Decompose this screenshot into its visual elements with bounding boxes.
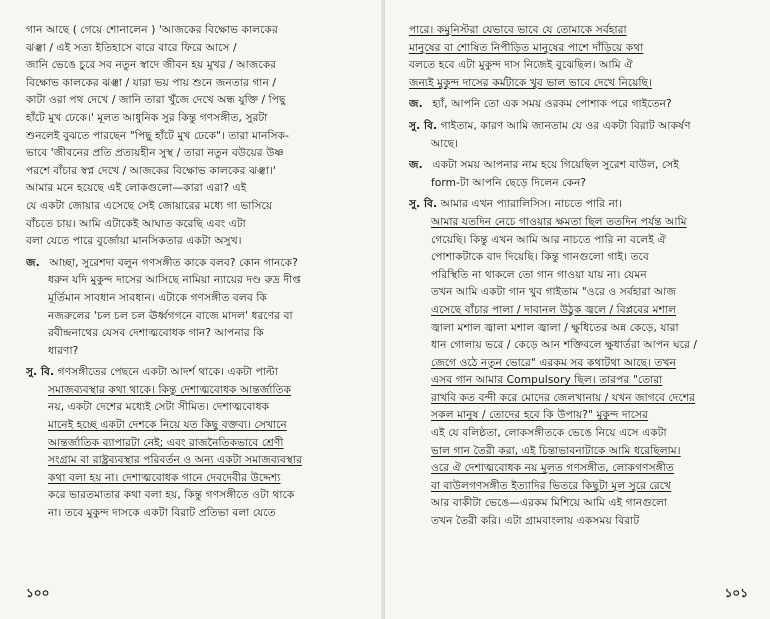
text-line: পারে। কমুনিস্টরা যেভাবে ভাবে যে তোমাকে সর্বহারা (409, 24, 627, 36)
speaker-label: জ. (26, 256, 40, 269)
text-line: তখন আমি একটা গান খুব গাইতাম "ওরে ও সর্বহারা আজ (431, 286, 677, 299)
text-line: হাঁটে মুখ ঢেকে।' মূলত আধুনিক সুর কিন্তু গণসঙ্গীত, সুরটা (26, 111, 268, 124)
text-line: আমার যতদিন নেচে গাওয়ার ক্ষমতা ছিল ততদিন পর্যন্ত আমি (431, 215, 687, 228)
answer-1 (26, 364, 367, 522)
text-line: সু. বি. গণসঙ্গীতের পেছনে একটা আদর্শ থাকে। একটা পাল্টা (26, 364, 367, 382)
text-line: গেয়েছি। কিন্তু এখন আমি আর নাচতে পারি না বলেই ঐ (431, 233, 666, 246)
text-line: বাঁচতে চায়। আমি এটাকেই আঘাত করেছি এবং এটা (26, 217, 246, 230)
text-line: মানুষের বা শোষিত নিপীড়িত মানুষের পাশে দাঁড়িয়ে কথা (409, 41, 644, 54)
text-line: কথা বলা হয় না। দেশাত্মবোধক গানে দেবদেবীর উদ্দেশ্য (48, 471, 281, 484)
text-line: পরিস্থিতি না থাকলে তো গান গাওয়া যায় না। যেমন (431, 268, 647, 281)
question-3 (409, 157, 754, 192)
text-line: এই যে বলিষ্ঠতা, লোকসঙ্গীতকে ভেঙে নিয়ে এসে একটা (431, 427, 667, 440)
speaker-label: জ. (409, 98, 423, 111)
text-line: ওরে ঐ দেশাত্মবোধক নয় মূলত গণসঙ্গীত, লোকগণসঙ্গীত (431, 462, 674, 475)
text-line: যে একটা জোয়ার এসেছে সেই জোয়ারের মধ্যে গা ভাসিয়ে (26, 199, 273, 212)
text-line: গান আছে ( গেয়ে শোনালেন ) 'আজকের বিক্ষোভ কালকের (26, 24, 278, 36)
text-line: সু. বি. গাইতাম, কারণ আমি জানতাম যে ওর একটা বিরাট আকর্ষণ (409, 118, 754, 136)
text-line: এসব গান আমার Compulsory ছিল। তারপর "তোরা (431, 374, 663, 387)
text-line: form-টা আপনি ছেড়ে দিলেন কেন? (431, 176, 587, 189)
text-line: বা বাউলগণসঙ্গীত ইত্যাদির ভিতরে কিছুটা মূল সুরে রেখে (431, 479, 672, 492)
text-line: বলতে হবে এটা মুকুন্দ দাস নিজেই বুঝেছিল। আমি ঐ (409, 59, 633, 72)
text-line: জন্যই মুকুন্দ দাসের কর্মটাকে খুব ভাল ভাবে দেখে নিয়েছি। (409, 76, 652, 89)
text-line: করে ভারতমাতার কথা বলা হয়, কিন্তু গণসঙ্গীতে ওটা থাকে (48, 489, 295, 502)
text-line: শুনলেই বুঝতে পারছেন "পিছু হাঁটে মুখ ঢেকে"। তারা মানসিক- (26, 129, 290, 142)
page-number: ১০১ (724, 586, 748, 600)
text-line: সমাজব্যবস্থার কথা থাকে। কিন্তু দেশাত্মবোধক আন্তর্জাতিক (48, 383, 292, 396)
text-line: বলা যেতে পারে বুর্জোয়া মানসিকতার একটা অসুখ। (26, 235, 242, 248)
text-line: আমার মনে হয়েছে এই লোকগুলো—কারা এরা? এই (26, 182, 247, 195)
right-page (385, 0, 770, 619)
speaker-label: সু. বি. (409, 119, 438, 132)
text-line: না। তবে মুকুন্দ দাসকে একটা বিরাট প্রতিভা বলা যেতে (48, 507, 276, 520)
text-line: তখন তৈরী করি। এটা গ্রামবাংলায় একসময় বিরাট (431, 515, 640, 528)
text-line: আর বাকীটা ভেঙে—এরকম মিশিয়ে আমি এই গানগুলো (431, 497, 668, 510)
speaker-label: সু. বি. (409, 198, 438, 211)
text-line: জানি ভেঙে চুরে সব নতুন স্বাদে জীবন হয় মুখর / আজকের (26, 59, 277, 72)
text-line: ধারণা? (48, 344, 79, 357)
speaker-label: জ. (409, 159, 423, 172)
answer-2 (409, 118, 754, 153)
text-line: আছে। (431, 137, 459, 150)
right-intro-paragraph (409, 22, 754, 92)
text-line: বিক্ষোভ কালকের ঝঞ্ঝা / যারা ভয় পায় শুনে জনতার গান / (26, 76, 277, 89)
text-line: এসেছে বাঁচার পালা / দাবানল উঠুক জ্বলে / বিপ্লবের মশাল (431, 303, 677, 316)
text-line: আন্তর্জাতিক ব্যাপারটা নেই; এবং রাজনৈতিকভাবে শ্রেণী (48, 436, 284, 449)
text-line: ধান গোলায় ভরে / কেড়ে আন শক্তিবলে ক্ষুধার্তরা আপন ঘরে / (431, 339, 698, 352)
text-line: জ. আচ্ছা, সুরেশদা বলুন গণসঙ্গীত কাকে বলব? কোন গানকে? (26, 255, 367, 273)
text-line: ধরুন যদি মুকুন্দ দাসের আসিছে নামিয়া ন্যায়ের দণ্ড রুদ্র দীপ্ত (48, 274, 301, 287)
text-line: পোশাকটাকে বাদ দিয়েছি। কিন্তু গানগুলো গাই। তবে (431, 251, 649, 264)
text-line: সংগ্রাম বা রাষ্ট্রব্যবস্থার পরিবর্তন ও অন্য একটা সমাজব্যবস্থার (48, 454, 303, 467)
text-line: ভাল গান তৈরী করা, এই চিন্তাভাবনাটাকে আমি ধরেছিলাম। (431, 444, 681, 457)
text-line: ভাবে 'জীবনের প্রতি প্রত্যয়হীন সুস্থ / তারা নতুন বউয়ের উষ্ণ (26, 147, 284, 160)
page-number: ১০০ (26, 586, 50, 600)
text-line: পরশে বাঁচার স্বপ্ন দেখে / আজকের বিক্ষোভ কালকের ঝঞ্ঝা।' (26, 164, 276, 177)
text-line: জ. হ্যাঁ, আপনি তো এক সময় ওরকম পোশাক পরে গাইতেন? (409, 96, 754, 114)
text-line: জ. একটা সময় আপনার নাম হয়ে গিয়েছিল সুরেশ বাউল, সেই (409, 157, 754, 175)
question-2 (409, 96, 754, 114)
text-line: জেগে ওঠে নতুন ভোরে" এরকম সব কথাটথা আছে। তখন (431, 356, 677, 369)
text-line: নজরুলের 'চল চল চল ঊর্ধ্বগগনে বাজে মাদল' ধরণের বা (48, 309, 293, 322)
text-line: রবীন্দ্রনাথের যেসব দেশাত্মবোধক গান? আপনার কি (48, 327, 264, 340)
text-line: মানেই হচ্ছে একটা দেশকে নিয়ে যত কিছু বক্তব্য। সেখানে (48, 419, 287, 432)
text-line: কাটা ওরা পথ দেখে / জানি তারা খুঁজে দেখে অন্ধ যুক্তি / পিছু (26, 94, 286, 107)
left-intro-paragraph (26, 22, 367, 251)
speaker-label: সু. বি. (26, 366, 55, 379)
text-line: ঝঞ্ঝা / এই সত্য ইতিহাসে বারে বারে ফিরে আসে / (26, 41, 237, 54)
text-line: সকল মানুষ / তোদের হবে কি উপায়?" মুকুন্দ দাসের (431, 409, 649, 422)
question-1 (26, 255, 367, 361)
text-line: সু. বি. আমার এখন প্যারালিসিস। নাচতে পারি না। (409, 196, 754, 214)
text-line: নয়, একটা দেশের মধ্যেই সেটা সীমিত। দেশাত্মবোধক (48, 401, 270, 414)
text-line: জ্বালা মশাল জ্বালা মশাল জ্বালা / ক্ষুধিতের অন্ন কেড়ে, যারা (431, 321, 679, 334)
answer-3 (409, 196, 754, 530)
text-line: রাখবি কত বন্দী করে মোদের জেলখানায় / যখন জাগবে দেশের (431, 391, 696, 404)
text-line: মূর্তিমান সাবধান সাবধান। এটাকে গণসঙ্গীত বলব কি (48, 291, 267, 304)
